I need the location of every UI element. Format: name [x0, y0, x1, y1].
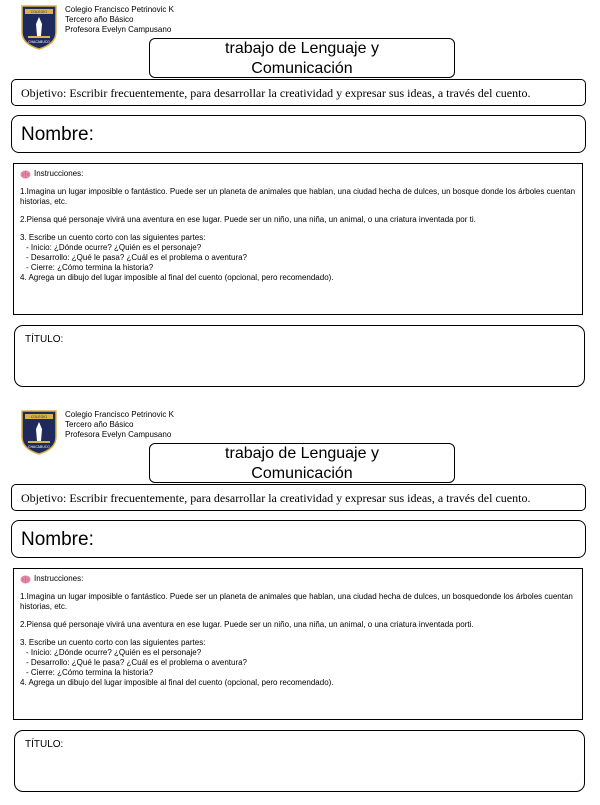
title-line-2: Comunicación	[251, 465, 353, 482]
instruction-step-3-inicio: - Inicio: ¿Dónde ocurre? ¿Quién es el personaje?	[26, 243, 202, 252]
instruction-step-1: 1.Imagina un lugar imposible o fantástico. Puede ser un planeta de animales que hablan, una ciudad hecha de dulces, un bosque donde los árboles cuentan historias, etc.	[20, 187, 576, 206]
instruction-step-3-desarrollo: - Desarrollo: ¿Qué le pasa? ¿Cuál es el problema o aventura?	[26, 658, 247, 667]
instruction-step-4: 4. Agrega un dibujo del lugar imposible al final del cuento (opcional, pero recomendado).	[20, 678, 334, 687]
grade-label: Tercero año Básico	[65, 420, 134, 429]
svg-text:CHACABUCO: CHACABUCO	[28, 445, 50, 449]
school-crest-logo	[20, 4, 58, 50]
instruction-step-3: 3. Escribe un cuento corto con las siguientes partes:	[20, 233, 206, 242]
titulo-label: TÍTULO:	[25, 334, 64, 345]
worksheet-title	[149, 443, 455, 483]
svg-text:COLEGIO: COLEGIO	[30, 415, 48, 419]
worksheet-top	[0, 0, 600, 400]
worksheet-bottom	[0, 405, 600, 805]
instruction-step-2: 2.Piensa qué personaje vivirá una aventura en ese lugar. Puede ser un niño, una niña, un animal, o una criatura inventada porti.	[20, 620, 474, 629]
teacher-name: Profesora Evelyn Campusano	[65, 430, 172, 439]
instruction-step-1: 1.Imagina un lugar imposible o fantástico. Puede ser un planeta de animales que hablan, una ciudad hecha de dulces, un bosquedonde los árboles cuentan historias, etc.	[20, 592, 573, 611]
instruction-step-3-cierre: - Cierre: ¿Cómo termina la historia?	[26, 668, 154, 677]
school-info	[65, 410, 174, 440]
school-crest-logo	[20, 409, 58, 455]
instruction-step-3: 3. Escribe un cuento corto con las siguientes partes:	[20, 638, 206, 647]
instruction-step-3-inicio: - Inicio: ¿Dónde ocurre? ¿Quién es el personaje?	[26, 648, 202, 657]
teacher-name: Profesora Evelyn Campusano	[65, 25, 172, 34]
svg-text:CHACABUCO: CHACABUCO	[28, 40, 50, 44]
objective-box: Objetivo: Escribir frecuentemente, para desarrollar la creatividad y expresar sus ideas, a través del cuento.	[11, 79, 586, 106]
brain-icon	[20, 575, 31, 584]
objective-box: Objetivo: Escribir frecuentemente, para desarrollar la creatividad y expresar sus ideas, a través del cuento.	[11, 484, 586, 511]
school-name: Colegio Francisco Petrinovic K	[65, 410, 174, 419]
worksheet-title	[149, 38, 455, 78]
school-info	[65, 5, 174, 35]
name-field[interactable]	[11, 520, 586, 558]
grade-label: Tercero año Básico	[65, 15, 134, 24]
instructions-box	[13, 163, 583, 315]
instruction-step-4: 4. Agrega un dibujo del lugar imposible al final del cuento (opcional, pero recomendado).	[20, 273, 334, 282]
name-label: Nombre:	[21, 529, 94, 550]
instructions-heading: Instrucciones:	[34, 574, 84, 583]
instruction-step-3-desarrollo: - Desarrollo: ¿Qué le pasa? ¿Cuál es el problema o aventura?	[26, 253, 247, 262]
titulo-field[interactable]	[14, 730, 585, 792]
title-line-1: trabajo de Lenguaje y	[225, 40, 379, 57]
title-line-2: Comunicación	[251, 60, 353, 77]
titulo-label: TÍTULO:	[25, 739, 64, 750]
instructions-heading: Instrucciones:	[34, 169, 84, 178]
svg-text:COLEGIO: COLEGIO	[30, 10, 48, 14]
instructions-box	[13, 568, 583, 720]
brain-icon	[20, 170, 31, 179]
instruction-step-3-cierre: - Cierre: ¿Cómo termina la historia?	[26, 263, 154, 272]
name-label: Nombre:	[21, 124, 94, 145]
title-line-1: trabajo de Lenguaje y	[225, 445, 379, 462]
school-name: Colegio Francisco Petrinovic K	[65, 5, 174, 14]
instruction-step-2: 2.Piensa qué personaje vivirá una aventura en ese lugar. Puede ser un niño, una niña, un animal, o una criatura inventada por ti.	[20, 215, 476, 224]
titulo-field[interactable]	[14, 325, 585, 387]
name-field[interactable]	[11, 115, 586, 153]
